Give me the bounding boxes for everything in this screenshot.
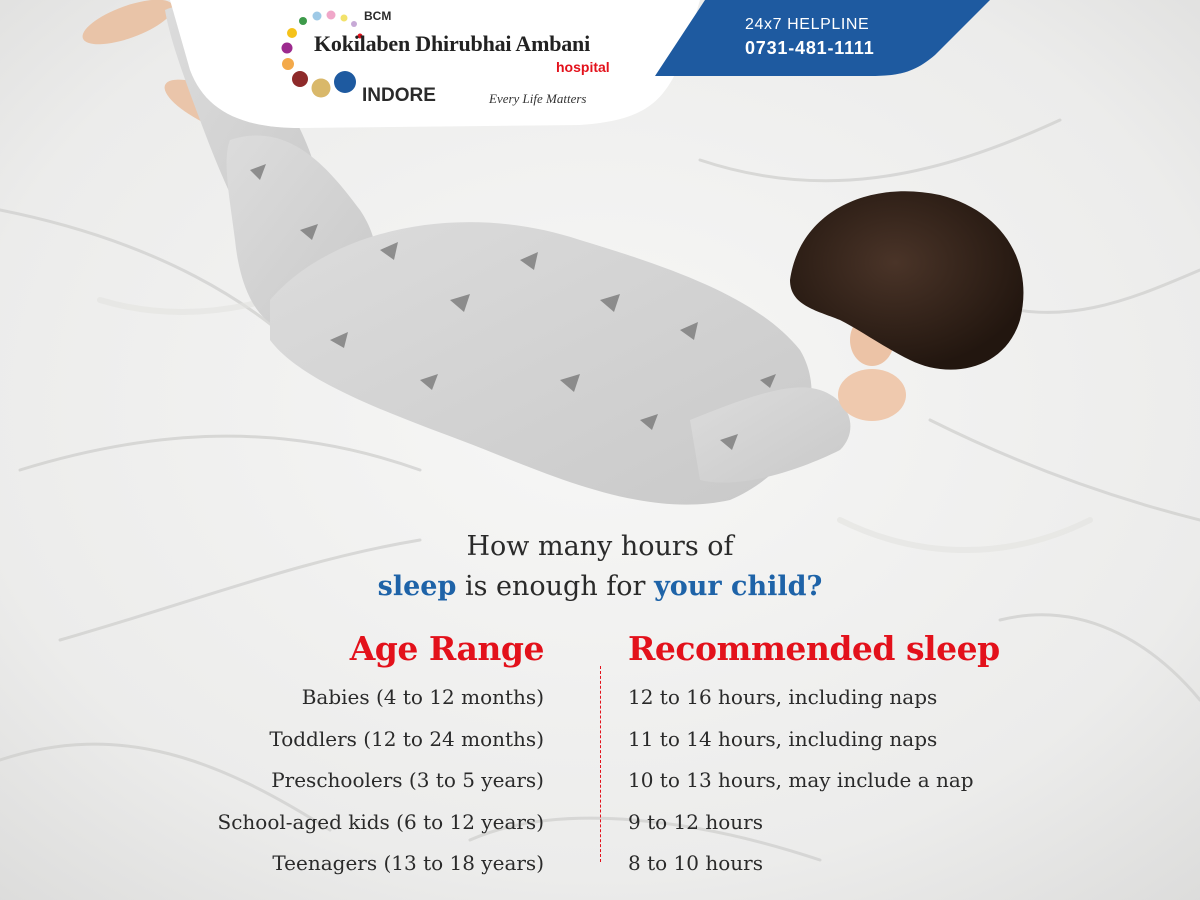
- age-column: [218, 627, 545, 885]
- sleep-cell: 11 to 14 hours, including naps: [628, 726, 938, 751]
- age-cell: School-aged kids (6 to 12 years): [217, 809, 544, 834]
- brand-tagline: Every Life Matters: [489, 91, 587, 106]
- sleep-cell: 12 to 16 hours, including naps: [628, 685, 938, 709]
- brand-name: Kokilaben Dhirubhai Ambani: [314, 31, 591, 56]
- age-column-header: Age Range: [349, 629, 544, 668]
- headline-line2: [0, 567, 1200, 607]
- sleep-column-header: Recommended sleep: [628, 629, 1000, 668]
- sleep-column: [628, 627, 1000, 885]
- age-cell: Babies (4 to 12 months): [301, 685, 544, 709]
- brand-city: INDORE: [362, 85, 436, 106]
- sleep-cell: 10 to 13 hours, may include a nap: [628, 768, 974, 792]
- helpline-banner: [745, 16, 875, 59]
- brand-header: [0, 0, 1200, 130]
- column-divider: [600, 666, 601, 862]
- age-cell: Teenagers (13 to 18 years): [272, 851, 544, 875]
- headline-line1: How many hours of: [466, 531, 734, 562]
- brand-prefix: BCM: [364, 9, 392, 23]
- headline-sleep: sleep: [377, 571, 457, 602]
- helpline-number: 0731-481-1111: [745, 38, 875, 58]
- sleep-cell: 8 to 10 hours: [628, 851, 763, 875]
- sleep-cell: 9 to 12 hours: [628, 809, 763, 834]
- headline: [0, 527, 1200, 607]
- helpline-label: 24x7 HELPLINE: [745, 16, 870, 33]
- age-cell: Toddlers (12 to 24 months): [269, 726, 544, 751]
- headline-mid: is enough for: [464, 571, 646, 602]
- age-cell: Preschoolers (3 to 5 years): [271, 768, 544, 792]
- headline-child: your child?: [654, 571, 823, 602]
- brand-suffix: hospital: [556, 59, 610, 75]
